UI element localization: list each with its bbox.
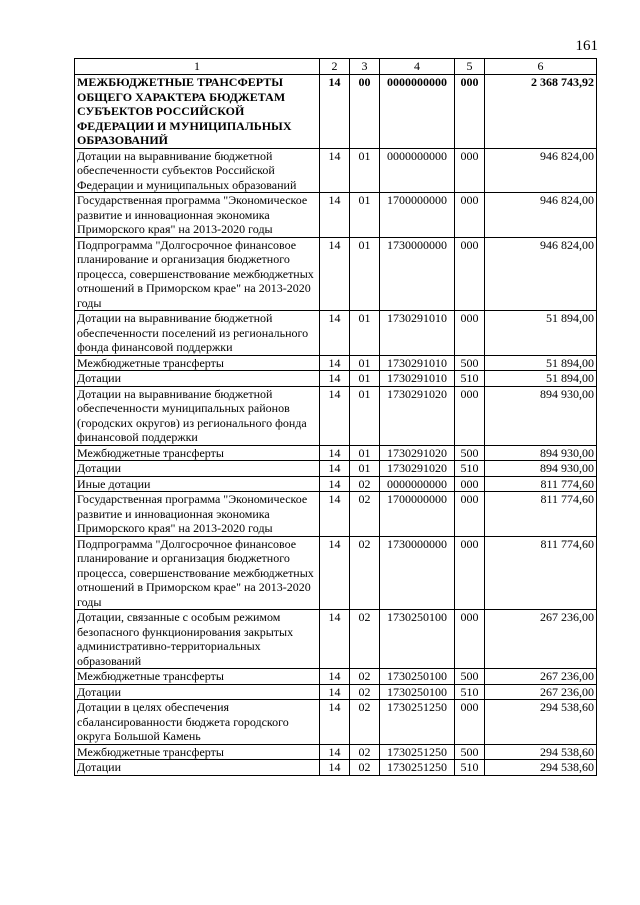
table-row [75,700,597,745]
col-header-3: 3 [350,59,380,75]
row-code-4: 1730251250 [380,700,455,745]
row-name: Подпрограмма "Долгосрочное финансовое планирование и организация бюджетного процесса, совершенствование межбюджетных отношений в Приморском крае" на 2013-2020 годы [75,237,320,311]
row-code-2: 14 [320,684,350,700]
row-code-4: 1730291020 [380,386,455,445]
row-amount: 946 824,00 [485,237,597,311]
row-code-2: 14 [320,193,350,238]
row-code-5: 000 [455,311,485,356]
row-code-2: 14 [320,760,350,776]
table-row [75,355,597,371]
row-code-2: 14 [320,461,350,477]
row-code-3: 01 [350,148,380,193]
row-name: Межбюджетные трансферты [75,355,320,371]
row-code-2: 14 [320,386,350,445]
row-code-2: 14 [320,669,350,685]
row-code-5: 510 [455,461,485,477]
row-amount: 51 894,00 [485,355,597,371]
row-code-4: 1730291020 [380,445,455,461]
row-code-5: 510 [455,371,485,387]
table-row [75,386,597,445]
row-code-2: 14 [320,700,350,745]
row-amount: 894 930,00 [485,386,597,445]
row-code-4: 1700000000 [380,193,455,238]
row-code-4: 1700000000 [380,492,455,537]
row-code-3: 01 [350,445,380,461]
row-code-5: 000 [455,193,485,238]
row-code-3: 02 [350,669,380,685]
row-code-5: 000 [455,237,485,311]
row-name: Дотации в целях обеспечения сбалансированности бюджета городского округа Большой Камень [75,700,320,745]
row-name: Межбюджетные трансферты [75,744,320,760]
row-amount: 946 824,00 [485,193,597,238]
row-code-4: 0000000000 [380,148,455,193]
row-code-3: 02 [350,536,380,610]
row-code-4: 1730291010 [380,371,455,387]
row-name: Межбюджетные трансферты [75,445,320,461]
table-row [75,684,597,700]
row-code-5: 000 [455,700,485,745]
row-name: Дотации на выравнивание бюджетной обеспеченности муниципальных районов (городских округов) из регионального фонда финансовой поддержки [75,386,320,445]
row-code-2: 14 [320,744,350,760]
row-code-4: 1730000000 [380,237,455,311]
row-code-3: 02 [350,610,380,669]
row-code-5: 500 [455,669,485,685]
table-row [75,75,597,149]
table-row [75,148,597,193]
row-code-2: 14 [320,371,350,387]
row-code-5: 500 [455,445,485,461]
table-row [75,237,597,311]
row-code-4: 1730000000 [380,536,455,610]
row-code-4: 0000000000 [380,75,455,149]
row-amount: 946 824,00 [485,148,597,193]
table-row [75,669,597,685]
row-code-3: 02 [350,744,380,760]
row-name: Государственная программа "Экономическое развитие и инновационная экономика Приморского края" на 2013-2020 годы [75,492,320,537]
row-name: Государственная программа "Экономическое развитие и инновационная экономика Приморского края" на 2013-2020 годы [75,193,320,238]
row-code-4: 1730250100 [380,610,455,669]
row-code-3: 02 [350,684,380,700]
row-code-2: 14 [320,445,350,461]
row-code-2: 14 [320,492,350,537]
row-amount: 267 236,00 [485,684,597,700]
table-row [75,744,597,760]
table-row [75,536,597,610]
row-code-5: 000 [455,610,485,669]
row-code-3: 02 [350,492,380,537]
row-code-3: 02 [350,476,380,492]
table-row [75,760,597,776]
row-code-3: 00 [350,75,380,149]
row-code-3: 01 [350,311,380,356]
row-code-5: 000 [455,148,485,193]
row-code-2: 14 [320,476,350,492]
row-amount: 294 538,60 [485,760,597,776]
row-code-4: 1730250100 [380,684,455,700]
row-code-3: 01 [350,193,380,238]
row-name: Подпрограмма "Долгосрочное финансовое планирование и организация бюджетного процесса, совершенствование межбюджетных отношений в Приморском крае" на 2013-2020 годы [75,536,320,610]
col-header-1: 1 [75,59,320,75]
table-row [75,476,597,492]
row-code-4: 1730251250 [380,744,455,760]
row-amount: 811 774,60 [485,536,597,610]
row-amount: 51 894,00 [485,371,597,387]
row-amount: 267 236,00 [485,669,597,685]
table-row [75,193,597,238]
row-code-5: 500 [455,744,485,760]
row-name: Иные дотации [75,476,320,492]
row-amount: 811 774,60 [485,492,597,537]
row-code-5: 510 [455,760,485,776]
row-amount: 894 930,00 [485,461,597,477]
row-code-2: 14 [320,610,350,669]
col-header-5: 5 [455,59,485,75]
row-code-4: 1730291010 [380,311,455,356]
budget-table [74,58,597,776]
row-code-3: 01 [350,355,380,371]
row-code-5: 000 [455,476,485,492]
row-code-2: 14 [320,148,350,193]
row-code-2: 14 [320,536,350,610]
row-code-2: 14 [320,237,350,311]
table-header-row [75,59,597,75]
col-header-4: 4 [380,59,455,75]
page-number: 161 [575,38,598,54]
row-amount: 2 368 743,92 [485,75,597,149]
row-code-3: 02 [350,700,380,745]
row-code-5: 000 [455,386,485,445]
row-code-3: 01 [350,461,380,477]
row-code-5: 510 [455,684,485,700]
col-header-6: 6 [485,59,597,75]
row-amount: 267 236,00 [485,610,597,669]
row-name: Дотации на выравнивание бюджетной обеспеченности субъектов Российской Федерации и муниципальных образований [75,148,320,193]
row-name: Дотации [75,760,320,776]
row-code-5: 000 [455,492,485,537]
col-header-2: 2 [320,59,350,75]
row-name: Межбюджетные трансферты [75,669,320,685]
row-amount: 294 538,60 [485,744,597,760]
row-amount: 294 538,60 [485,700,597,745]
row-name: Дотации [75,461,320,477]
row-code-3: 01 [350,371,380,387]
row-name: МЕЖБЮДЖЕТНЫЕ ТРАНСФЕРТЫ ОБЩЕГО ХАРАКТЕРА БЮДЖЕТАМ СУБЪЕКТОВ РОССИЙСКОЙ ФЕДЕРАЦИИ И МУНИЦИПАЛЬНЫХ ОБРАЗОВАНИЙ [75,75,320,149]
table-row [75,492,597,537]
row-code-5: 500 [455,355,485,371]
row-code-2: 14 [320,75,350,149]
row-amount: 51 894,00 [485,311,597,356]
row-code-3: 02 [350,760,380,776]
row-amount: 811 774,60 [485,476,597,492]
table-row [75,610,597,669]
table-row [75,371,597,387]
table-row [75,461,597,477]
row-code-5: 000 [455,536,485,610]
row-code-2: 14 [320,311,350,356]
row-code-5: 000 [455,75,485,149]
row-code-2: 14 [320,355,350,371]
row-code-4: 0000000000 [380,476,455,492]
row-name: Дотации [75,684,320,700]
row-name: Дотации, связанные с особым режимом безопасного функционирования закрытых административно-территориальных образований [75,610,320,669]
row-code-3: 01 [350,386,380,445]
table-row [75,445,597,461]
row-amount: 894 930,00 [485,445,597,461]
row-code-4: 1730291020 [380,461,455,477]
row-name: Дотации [75,371,320,387]
row-code-4: 1730251250 [380,760,455,776]
table-row [75,311,597,356]
row-code-4: 1730250100 [380,669,455,685]
row-code-3: 01 [350,237,380,311]
row-code-4: 1730291010 [380,355,455,371]
row-name: Дотации на выравнивание бюджетной обеспеченности поселений из регионального фонда финансовой поддержки [75,311,320,356]
